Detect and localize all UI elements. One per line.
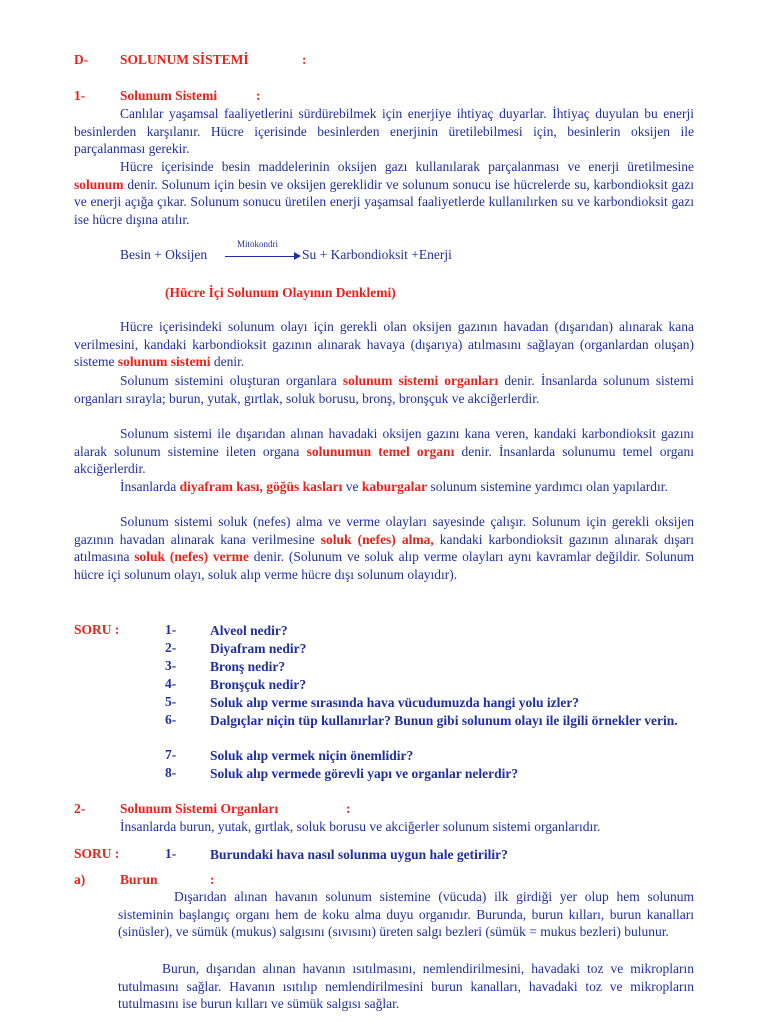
- question-number: 4-: [165, 676, 177, 691]
- section1-number: 1-: [74, 88, 86, 103]
- section2-colon: :: [346, 801, 351, 816]
- section2-number: 2-: [74, 801, 86, 816]
- paragraph-nose-function: Burun, dışarıdan alınan havanın ısıtılmasını, nemlendirilmesini, havadaki toz ve mikropların tutulmasını sağlar. Havanın ısıtılıp nemlendirilmesini burun kanalları, havadaki toz ve mikropların tutulmasını ise burun kılları ve sümük salgısı sağlar.: [118, 961, 694, 1012]
- question-text: Soluk alıp vermede görevli yapı ve organlar nelerdir?: [210, 766, 519, 781]
- question-text: Diyafram nedir?: [210, 641, 307, 656]
- paragraph-helper-structures: İnsanlarda diyafram kası, göğüs kasları ve kaburgalar solunum sistemine yardımcı olan yapılardır.: [120, 479, 668, 494]
- page-title: SOLUNUM SİSTEMİ: [120, 52, 249, 67]
- question-number: 8-: [165, 765, 177, 780]
- term-diyafram: diyafram kası, göğüs kasları: [179, 479, 343, 494]
- question-block1-label: SORU :: [74, 622, 120, 637]
- subsection-heading: Burun: [120, 872, 158, 887]
- question-text: Burundaki hava nasıl solunma uygun hale getirilir?: [210, 847, 508, 862]
- paragraph-breathing: Solunum sistemi soluk (nefes) alma ve verme olayları sayesinde çalışır. Solunum için gerekli oksijen gazının havadan alınarak kana verilmesine soluk (nefes) alma, kandaki karbondioksit gazının alınarak dışarı atılmasına soluk (nefes) verme denir. (Solunum ve soluk alıp verme olayları aynı kavramlar değildir. Solunum hücre içi solunum olayı, soluk alıp verme hücre dışı solunum olayıdır).: [74, 514, 695, 582]
- term-solunum: solunum: [74, 176, 124, 192]
- paragraph-energy: Canlılar yaşamsal faaliyetlerini sürdürebilmek için enerjiye ihtiyaç duyarlar. İhtiyaç duyulan bu enerji besinlerden karşılanır. Hücre içerisinde besinlerden enerjinin üretilebilmesi için, besinlerin oksijen ile parçalanması gerekir.: [74, 106, 694, 157]
- question-number: 7-: [165, 747, 177, 762]
- term-soluk-verme: soluk (nefes) verme: [134, 549, 249, 565]
- question-text: Dalgıçlar niçin tüp kullanırlar? Bunun gibi solunum olayı ile ilgili örnekler verin.: [210, 713, 678, 728]
- section1-heading: Solunum Sistemi: [120, 88, 218, 103]
- paragraph-respiratory-system: Hücre içerisindeki solunum olayı için gerekli olan oksijen gazının havadan (dışarıdan) alınarak kana verilmesini, kandaki karbondioksit gazının alınarak havaya (dışarıya) atılmasını sağlayan (organlardan oluşan) sisteme solunum sistemi denir.: [74, 319, 694, 370]
- equation-left: Besin + Oksijen: [120, 247, 208, 262]
- question-number: 5-: [165, 694, 177, 709]
- question-text: Soluk alıp verme sırasında hava vücudumuzda hangi yolu izler?: [210, 695, 580, 710]
- question-block2-label: SORU :: [74, 846, 120, 861]
- subsection-colon: :: [210, 872, 215, 887]
- paragraph-respiration-definition: Hücre içerisinde besin maddelerinin oksijen gazı kullanılarak parçalanması ve enerji üretilmesine solunum denir. Solunum için besin ve oksijen gereklidir ve solunum sonucu ise hücrelerde su, karbondioksit gazı ve enerji açığa çıkar. Solunum sonucu üretilen enerji yaşamsal faaliyetlerde kullanılırken su ve karbondioksit gazı ise hücre dışına atılır.: [74, 159, 695, 227]
- equation-caption: (Hücre İçi Solunum Olayının Denklemi): [165, 285, 396, 300]
- equation-arrow-line: [225, 256, 295, 257]
- question-number: 1-: [165, 622, 177, 637]
- question-text: Bronşçuk nedir?: [210, 677, 307, 692]
- subsection-letter: a): [74, 872, 86, 887]
- paragraph-organs: Solunum sistemini oluşturan organlara solunum sistemi organları denir. İnsanlarda solunum sistemi organları sırayla; burun, yutak, gırtlak, soluk borusu, bronş, bronşçuk ve akciğerlerdir.: [74, 373, 695, 406]
- term-solunum-sistemi: solunum sistemi: [117, 354, 211, 370]
- section1-colon: :: [256, 88, 261, 103]
- equation-arrow-head: [294, 252, 301, 260]
- question-number: 3-: [165, 658, 177, 673]
- title-number: D-: [74, 52, 89, 67]
- term-kaburgalar: kaburgalar: [361, 479, 428, 494]
- question-text: Alveol nedir?: [210, 623, 288, 638]
- term-temel-organ: solunumun temel organı: [306, 443, 455, 459]
- question-number: 1-: [165, 846, 177, 861]
- section2-heading: Solunum Sistemi Organları: [120, 801, 279, 816]
- question-number: 2-: [165, 640, 177, 655]
- question-number: 6-: [165, 712, 177, 727]
- question-text: Soluk alıp vermek niçin önemlidir?: [210, 748, 414, 763]
- section2-paragraph: İnsanlarda burun, yutak, gırtlak, soluk borusu ve akciğerler solunum sistemi organlarıdır.: [120, 819, 601, 834]
- equation-right: Su + Karbondioksit +Enerji: [302, 247, 452, 262]
- question-text: Bronş nedir?: [210, 659, 286, 674]
- term-solunum-sistemi-organlari: solunum sistemi organları: [342, 373, 499, 388]
- term-soluk-alma: soluk (nefes) alma,: [320, 531, 434, 547]
- equation-catalyst-label: Mitokondri: [237, 239, 279, 249]
- paragraph-main-organ: Solunum sistemi ile dışarıdan alınan havadaki oksijen gazını kana veren, kandaki karbondioksit gazını alarak solunum sistemine ileten organa solunumun temel organı denir. İnsanlarda solunumu temel organı akciğerlerdir.: [74, 426, 695, 477]
- paragraph-nose: Dışarıdan alınan havanın solunum sistemine (vücuda) ilk girdiği yer olup hem solunum sisteminin başlangıç organı hem de koku alma duyu organıdır. Burunda, burun kılları, burun kanalları (sinüsler), ve sümük (mukus) salgısını (sıvısını) üreten salgı bezleri (sümük = mukus bezleri) bulunur.: [118, 889, 694, 940]
- title-colon: :: [302, 52, 307, 67]
